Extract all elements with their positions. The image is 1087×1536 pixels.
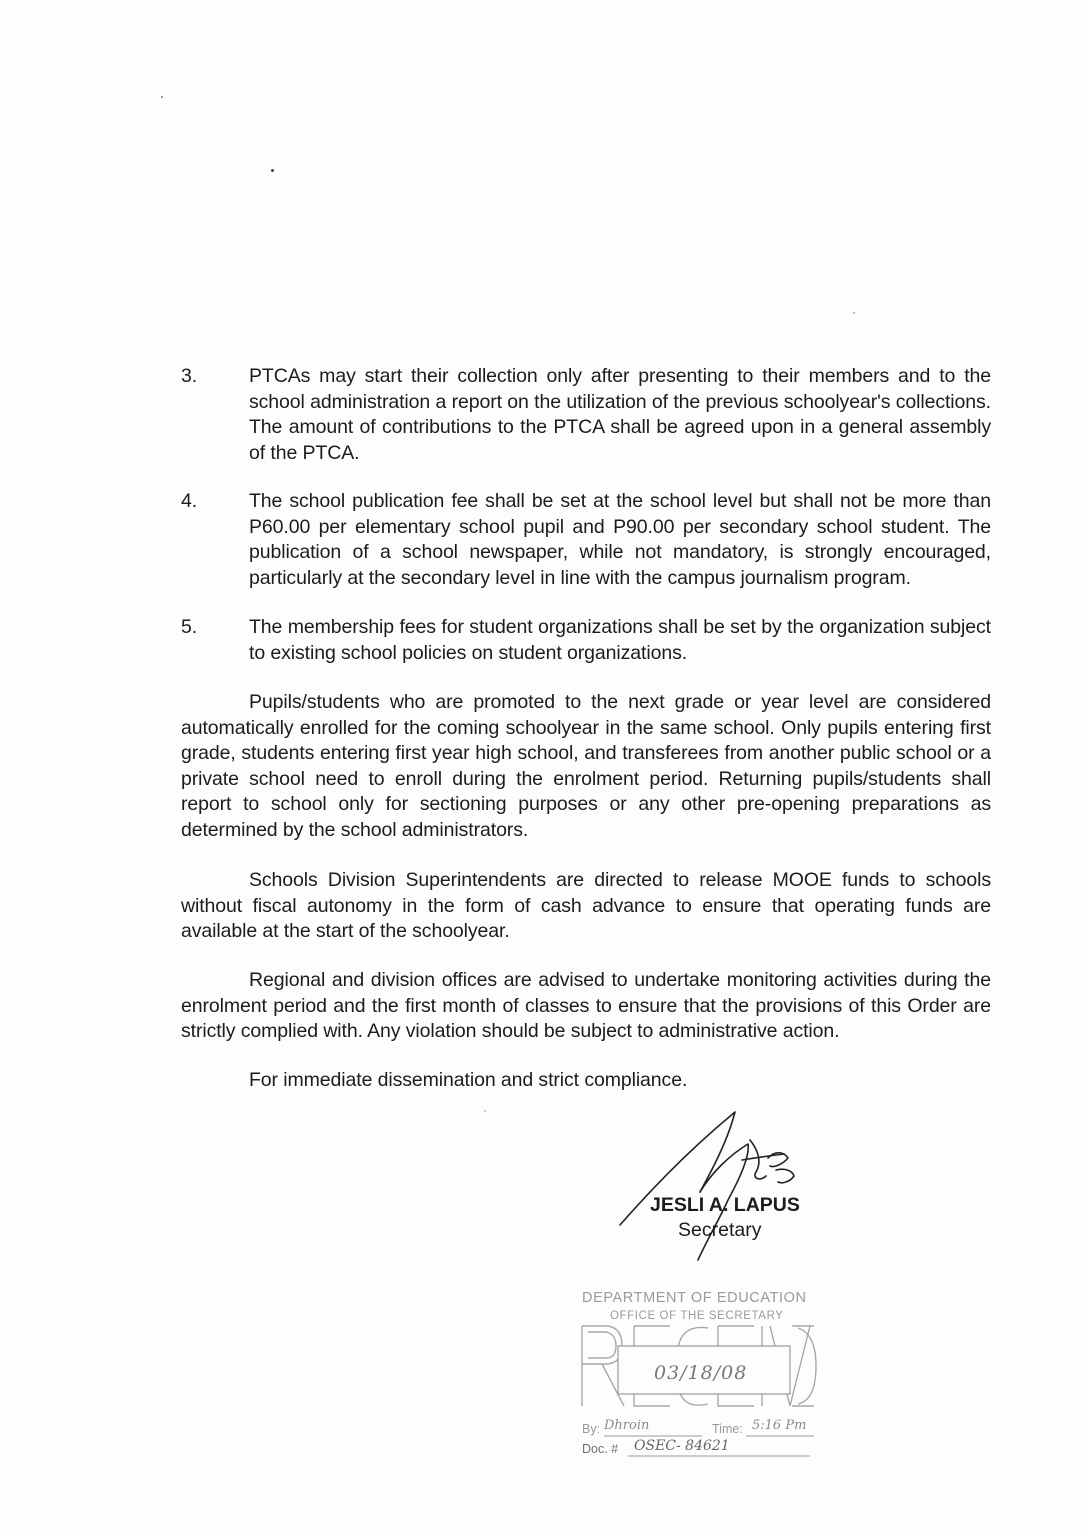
scan-speck bbox=[161, 96, 163, 98]
stamp-time-label: Time: bbox=[712, 1422, 743, 1436]
list-item-text: PTCAs may start their collection only after presenting to their members and to the school administration a report on the utilization of the previous schoolyear's collections. The amount of contributions to the PTCA shall be agreed upon in a general assembly of the PTCA. bbox=[249, 365, 991, 464]
list-item-number: 3. bbox=[181, 365, 198, 387]
signer-name: JESLI A. LAPUS bbox=[650, 1194, 800, 1216]
stamp-department: DEPARTMENT OF EDUCATION bbox=[582, 1290, 807, 1306]
list-item-number: 4. bbox=[181, 490, 198, 512]
stamp-doc-number: OSEC- 84621 bbox=[634, 1438, 730, 1454]
stamp-by-label: By: bbox=[582, 1422, 601, 1436]
scan-speck bbox=[271, 169, 274, 172]
scan-speck bbox=[853, 312, 855, 314]
stamp-office: OFFICE OF THE SECRETARY bbox=[610, 1310, 784, 1322]
stamp-time-value: 5:16 Pm bbox=[752, 1418, 807, 1433]
stamp-by-value: Dhroin bbox=[604, 1418, 650, 1433]
paragraph-mooe-funds: Schools Division Superintendents are directed to release MOOE funds to schools without fiscal autonomy in the form of cash advance to ensure that operating funds are available at the start of the schoolyear. bbox=[181, 869, 991, 942]
signature-block bbox=[600, 1100, 840, 1270]
list-item-number: 5. bbox=[181, 616, 198, 638]
handwritten-signature bbox=[600, 1100, 840, 1270]
stamp-doc-label: Doc. # bbox=[582, 1442, 619, 1456]
signer-title: Secretary bbox=[678, 1219, 762, 1241]
list-item-text: The school publication fee shall be set at the school level but shall not be more than P60.00 per elementary school pupil and P90.00 per secondary school student. The publication of a school newspaper, while not mandatory, is strongly encouraged, particularly at the secondary level in line with the campus journalism program. bbox=[249, 490, 991, 589]
list-item-text: The membership fees for student organizations shall be set by the organization subject to existing school policies on student organizations. bbox=[249, 616, 991, 664]
scan-speck bbox=[484, 1110, 486, 1112]
paragraph-enrollment: Pupils/students who are promoted to the next grade or year level are considered automatically enrolled for the coming schoolyear in the same school. Only pupils entering first grade, students entering first year high school, and transferees from another public school or a private school need to enroll during the enrolment period. Returning pupils/students shall report to school only for sectioning purposes or any other pre-opening preparations as determined by the school administrators. bbox=[181, 691, 991, 841]
paragraph-monitoring: Regional and division offices are advised to undertake monitoring activities during the enrolment period and the first month of classes to ensure that the provisions of this Order are strictly complied with. Any violation should be subject to administrative action. bbox=[181, 969, 991, 1042]
closing-line: For immediate dissemination and strict compliance. bbox=[249, 1069, 688, 1091]
received-stamp bbox=[578, 1288, 818, 1468]
stamp-date: 03/18/08 bbox=[654, 1362, 748, 1384]
